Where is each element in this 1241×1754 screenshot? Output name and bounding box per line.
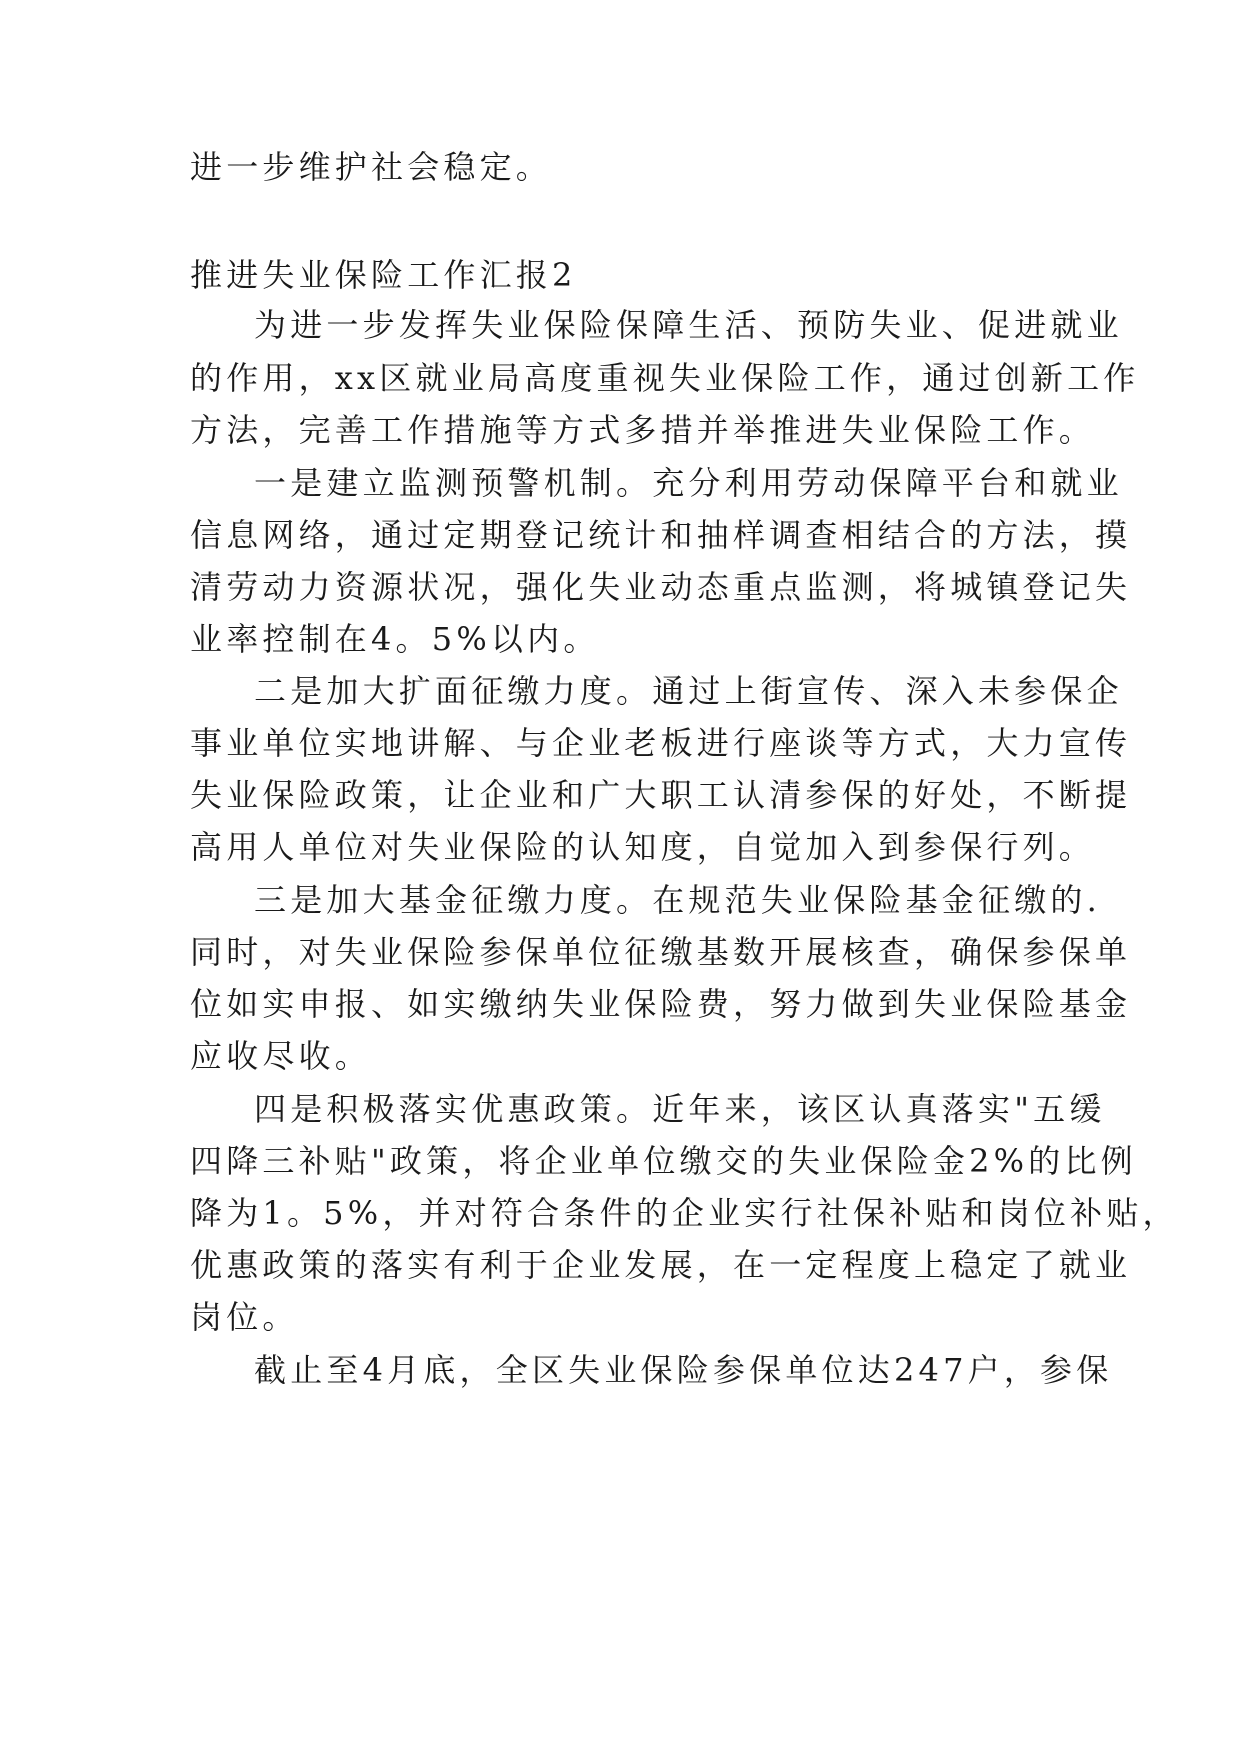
text-line: 优惠政策的落实有利于企业发展，在一定程度上稳定了就业 xyxy=(190,1246,1132,1284)
text-line: 位如实申报、如实缴纳失业保险费，努力做到失业保险基金 xyxy=(190,985,1132,1023)
text-line: 为进一步发挥失业保险保障生活、预防失业、促进就业 xyxy=(254,306,1123,344)
text-line: 三是加大基金征缴力度。在规范失业保险基金征缴的. xyxy=(254,881,1101,919)
text-line: 事业单位实地讲解、与企业老板进行座谈等方式，大力宣传 xyxy=(190,724,1132,762)
text-line: 岗位。 xyxy=(190,1298,299,1336)
text-line: 业率控制在4。5%以内。 xyxy=(190,620,600,658)
text-line: 四降三补贴"政策，将企业单位缴交的失业保险金2%的比例 xyxy=(190,1142,1137,1180)
text-line: 方法，完善工作措施等方式多措并举推进失业保险工作。 xyxy=(190,411,1096,449)
text-line: 一是建立监测预警机制。充分利用劳动保障平台和就业 xyxy=(254,464,1123,502)
text-line: 降为1。5%，并对符合条件的企业实行社保补贴和岗位补贴， xyxy=(190,1194,1179,1232)
text-line: 应收尽收。 xyxy=(190,1037,372,1075)
text-line: 截止至4月底，全区失业保险参保单位达247户，参保 xyxy=(254,1351,1113,1389)
text-line: 高用人单位对失业保险的认知度，自觉加入到参保行列。 xyxy=(190,828,1096,866)
text-line: 失业保险政策，让企业和广大职工认清参保的好处，不断提 xyxy=(190,776,1132,814)
section-title: 推进失业保险工作汇报2 xyxy=(190,256,577,294)
text-line: 的作用，xx区就业局高度重视失业保险工作，通过创新工作 xyxy=(190,359,1140,397)
text-line: 二是加大扩面征缴力度。通过上街宣传、深入未参保企 xyxy=(254,672,1123,710)
text-line: 四是积极落实优惠政策。近年来，该区认真落实"五缓 xyxy=(254,1090,1106,1128)
text-line: 清劳动力资源状况，强化失业动态重点监测，将城镇登记失 xyxy=(190,568,1132,606)
text-line: 信息网络，通过定期登记统计和抽样调查相结合的方法，摸 xyxy=(190,516,1132,554)
text-line: 进一步维护社会稳定。 xyxy=(190,148,553,186)
text-line: 同时，对失业保险参保单位征缴基数开展核查，确保参保单 xyxy=(190,933,1132,971)
